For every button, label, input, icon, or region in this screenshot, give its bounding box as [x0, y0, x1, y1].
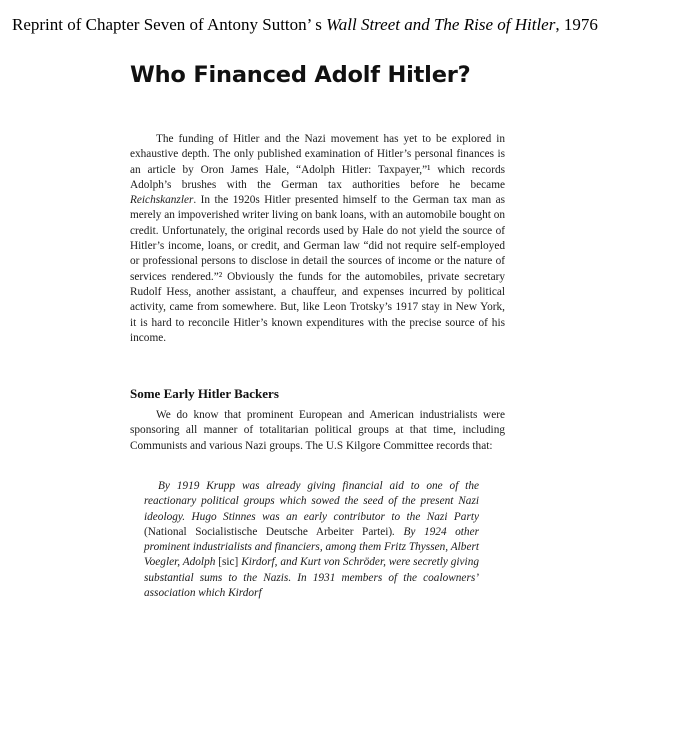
intro-body: [130, 132, 505, 346]
header-suffix: , 1976: [555, 15, 598, 34]
paragraph-backers: We do know that prominent European and American industrialists were sponsoring all manner of totalitarian political groups at that time, including Communists and various Nazi groups. The U.S Kilgore Committee records that:: [130, 409, 505, 452]
quote-roman-a: (National Socialistische Deutsche Arbeiter Partei): [144, 525, 393, 538]
document-header: [12, 17, 672, 33]
quote-roman-b: [sic]: [218, 556, 239, 569]
quote-part-c: Kirdorf, and Kurt von Schröder, were secretly giving substantial sums to the Nazis. In 1931 members of the coalowners’ association which Kirdorf: [144, 556, 479, 600]
quote-part-b: . By 1924 other prominent industrialists and financiers, among them Fritz Thyssen, Albert Voegler, Adolph: [144, 525, 479, 569]
paragraph-funding: [130, 132, 505, 346]
block-quote: [144, 479, 479, 601]
book-title: Wall Street and The Rise of Hitler: [326, 15, 556, 34]
paragraph-funding-a: The funding of Hitler and the Nazi movement has yet to be explored in exhaustive depth. The only published examination of Hitler’s personal finances is an article by Oron James Hale, “Adolph Hitler: Taxpayer,”¹ which records Adolph’s brushes with the German tax authorities before he became: [130, 133, 505, 191]
section-body: [130, 408, 505, 454]
quote-part-a: By 1919 Krupp was already giving financial aid to one of the reactionary political groups which sowed the seed of the present Nazi ideology. Hugo Stinnes was an early contributor to the Nazi Party: [144, 480, 479, 523]
italic-term: Reichskanzler: [130, 194, 194, 207]
section-title: Some Early Hitler Backers: [130, 386, 279, 401]
chapter-title: Who Financed Adolf Hitler?: [130, 62, 471, 88]
header-prefix: Reprint of Chapter Seven of Antony Sutton’ s: [12, 15, 327, 34]
scanned-page: [130, 62, 505, 600]
paragraph-funding-b: . In the 1920s Hitler presented himself to the German tax man as merely an impoverished writer living on bank loans, with an automobile bought on credit. Unfortunately, the original records used by Hale do not yield the source of Hitler’s income, loans, or credit, and German law “did not require self-employed or professional persons to disclose in detail the sources of income or the nature of services rendered.”² Obviously the funds for the automobiles, private secretary Rudolf Hess, another assistant, a chauffeur, and expenses incurred by political activity, came from somewhere. But, like Leon Trotsky’s 1917 stay in New York, it is hard to reconcile Hitler’s known expenditures with the precise source of his income.: [130, 194, 505, 344]
